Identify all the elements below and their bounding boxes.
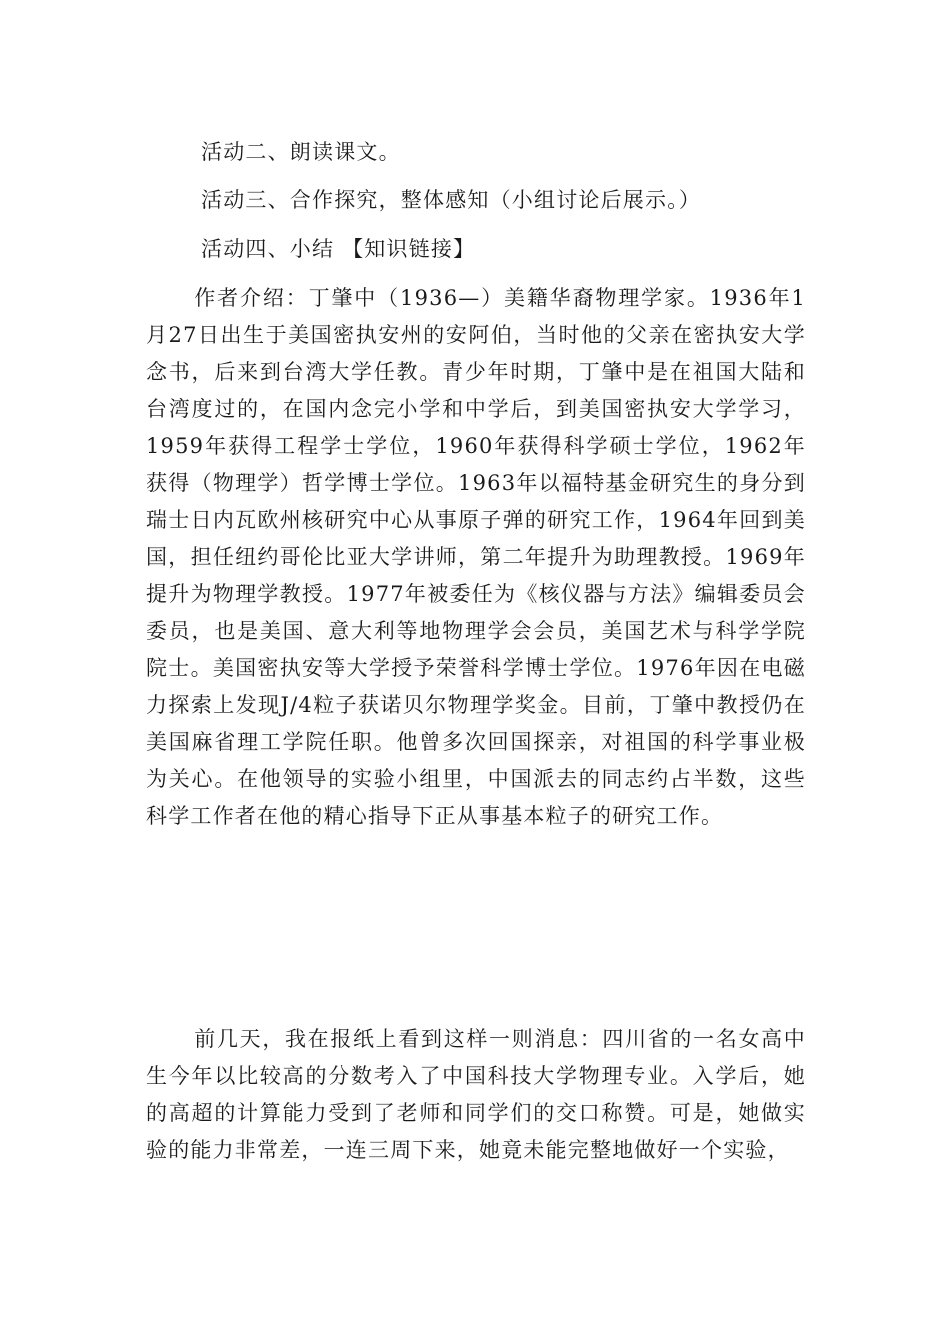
author-intro-paragraph: 作者介绍：丁肇中（1936—）美籍华裔物理学家。1936年1月27日出生于美国密执安州的安阿伯，当时他的父亲在密执安大学念书，后来到台湾大学任教。青少年时期，丁肇中是在祖国大陆和台湾度过的，在国内念完小学和中学后，到美国密执安大学学习，1959年获得工程学士学位，1960年获得科学硕士学位，1962年获得（物理学）哲学博士学位。1963年以福特基金研究生的身分到瑞士日内瓦欧州核研究中心从事原子弹的研究工作，1964年回到美国，担任纽约哥伦比亚大学讲师，第二年提升为助理教授。1969年提升为物理学教授。1977年被委任为《核仪器与方法》编辑委员会委员，也是美国、意大利等地物理学会会员，美国艺术与科学学院院士。美国密执安等大学授予荣誉科学博士学位。1976年因在电磁力探索上发现J/4粒子获诺贝尔物理学奖金。目前，丁肇中教授仍在美国麻省理工学院任职。他曾多次回国探亲，对祖国的科学事业极为关心。在他领导的实验小组里，中国派去的同志约占半数，这些科学工作者在他的精心指导下正从事基本粒子的研究工作。 bbox=[146, 286, 806, 828]
activity-two-line: 活动二、朗读课文。 bbox=[201, 140, 401, 164]
news-paragraph: 前几天，我在报纸上看到这样一则消息：四川省的一名女高中生今年以比较高的分数考入了中国科技大学物理专业。入学后，她的高超的计算能力受到了老师和同学们的交口称赞。可是，她做实验的能力非常差，一连三周下来，她竟未能完整地做好一个实验， bbox=[146, 1027, 806, 1162]
activity-three-line: 活动三、合作探究，整体感知（小组讨论后展示。） bbox=[201, 188, 702, 212]
activity-four-line: 活动四、小结 【知识链接】 bbox=[201, 237, 476, 261]
author-intro-block bbox=[146, 280, 806, 835]
news-block bbox=[146, 1021, 806, 1169]
